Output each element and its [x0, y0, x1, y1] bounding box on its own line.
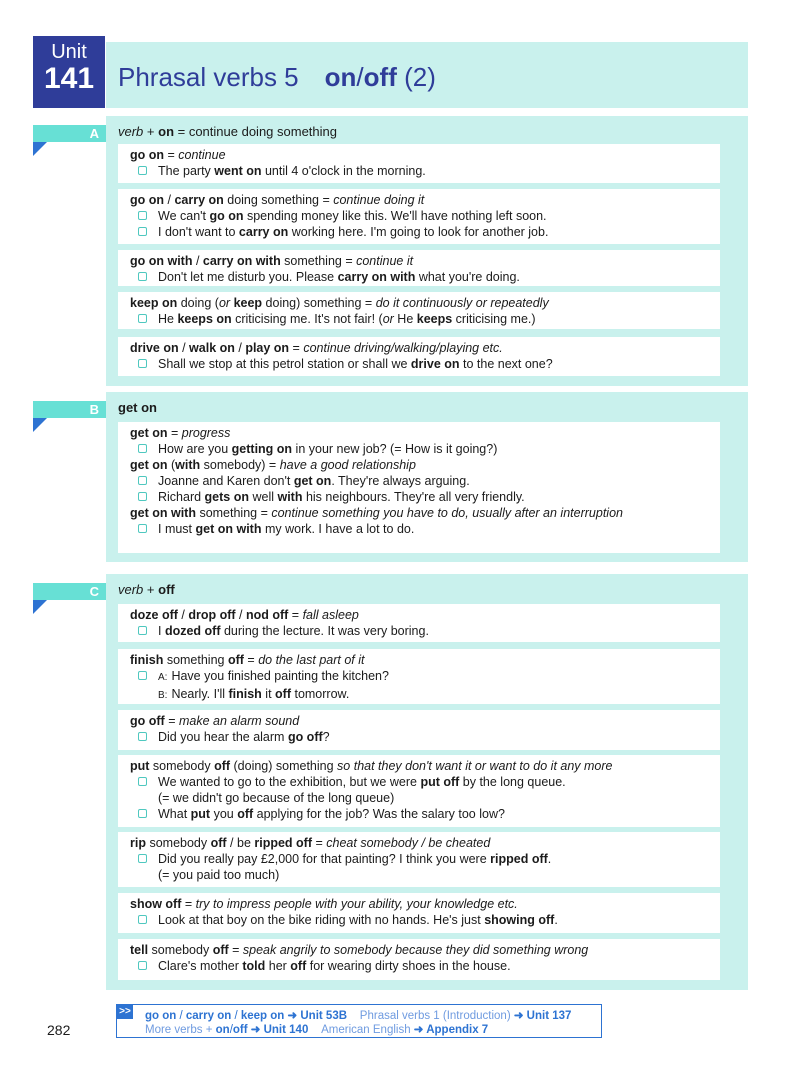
entry-box [118, 144, 720, 183]
title-on: on [324, 62, 357, 92]
definition-text: continue doing it [333, 193, 425, 207]
key-phrase: go on [130, 148, 165, 162]
speaker-label: A: [158, 672, 168, 683]
text-span: / be [226, 836, 255, 850]
text-span: applying for the job? Was the salary too low? [253, 807, 505, 821]
header-off: off [158, 582, 175, 597]
example-sentence [130, 623, 712, 639]
section-c-header [118, 582, 175, 597]
key-phrase: finish [130, 653, 164, 667]
header-plus: + [143, 124, 159, 139]
key-phrase: show off [130, 897, 182, 911]
definition-text: or [382, 312, 394, 326]
xref-link-appendix-7[interactable]: ➜ Appendix 7 [410, 1024, 489, 1036]
entry-heading [130, 896, 712, 912]
text-span: Joanne and Karen don't [158, 474, 294, 488]
key-phrase: gets on [204, 490, 249, 504]
text-span: Don't let me disturb you. Please [158, 270, 338, 284]
text-span: (= you paid too much) [158, 868, 280, 882]
xref-topic: Phrasal verbs 1 (Introduction) [359, 1010, 511, 1022]
example-sentence [130, 729, 712, 745]
example-sentence [130, 269, 712, 285]
example-bullet-icon [138, 444, 147, 453]
page-title [118, 62, 436, 93]
text-span: The party [158, 164, 215, 178]
definition-text: try to impress people with your ability, your knowledge etc. [195, 897, 518, 911]
entry-heading [130, 713, 712, 729]
entry-heading [130, 652, 712, 668]
xref-link-unit-53b[interactable]: ➜ Unit 53B [284, 1010, 348, 1022]
header-verb: verb [118, 124, 144, 139]
key-phrase: drive on [130, 341, 179, 355]
definition-text: continue [178, 148, 226, 162]
key-phrase: get on [130, 458, 168, 472]
text-span: / [234, 341, 246, 355]
text-span: somebody) = [200, 458, 280, 472]
key-phrase: go on [209, 209, 244, 223]
key-phrase: went on [214, 164, 262, 178]
example-sentence [130, 356, 712, 372]
text-span: = [181, 897, 196, 911]
text-span: until 4 o'clock in the morning. [261, 164, 426, 178]
xref-term: carry on [185, 1010, 232, 1022]
title-main: Phrasal verbs 5 [118, 62, 299, 92]
entry-heading [130, 607, 712, 623]
key-phrase: rip [130, 836, 146, 850]
text-span: her [265, 959, 291, 973]
definition-text: progress [181, 426, 231, 440]
key-phrase: off [237, 807, 254, 821]
text-span: somebody [145, 836, 211, 850]
key-phrase: ripped off [490, 852, 548, 866]
text-span: somebody [148, 943, 213, 957]
entry-heading [130, 425, 712, 441]
text-span: Did you really pay £2,000 for that painting? I think you were [158, 852, 491, 866]
definition-text: do it continuously or repeatedly [375, 296, 549, 310]
example-sentence [130, 473, 712, 489]
text-span: ? [322, 730, 330, 744]
section-tab-b-corner [33, 418, 47, 432]
text-span: criticising me.) [452, 312, 536, 326]
text-span: He [158, 312, 178, 326]
key-phrase: go off [130, 714, 165, 728]
definition-text: continue it [356, 254, 414, 268]
example-sentence [130, 686, 712, 704]
key-phrase: ripped off [254, 836, 313, 850]
example-bullet-icon [138, 915, 147, 924]
key-phrase: getting on [231, 442, 293, 456]
text-span: doing) something = [262, 296, 376, 310]
key-phrase: showing off [484, 913, 555, 927]
key-phrase: off [227, 653, 244, 667]
definition-text: or [218, 296, 231, 310]
entry-box [118, 755, 720, 827]
key-phrase: keeps [416, 312, 453, 326]
text-span: / [177, 608, 189, 622]
section-tab-a: A [33, 125, 106, 142]
entry-box [118, 189, 720, 244]
entry-heading [130, 835, 712, 851]
text-span: criticising me. It's not fair! ( [231, 312, 383, 326]
text-span: Did you hear the alarm [158, 730, 288, 744]
section-tab-a-corner [33, 142, 47, 156]
text-span: = [288, 608, 303, 622]
key-phrase: off [275, 687, 291, 701]
section-tab-b: B [33, 401, 106, 418]
key-phrase: off [212, 943, 229, 957]
key-phrase: carry on [238, 225, 289, 239]
text-span: ( [167, 458, 176, 472]
key-phrase: carry on with [202, 254, 281, 268]
entry-box [118, 893, 720, 933]
section-b-header: get on [118, 400, 157, 415]
text-span: something = [280, 254, 357, 268]
example-sentence [130, 489, 712, 505]
text-span: We can't [158, 209, 210, 223]
unit-label: Unit [51, 41, 87, 63]
key-phrase: put off [420, 775, 460, 789]
xref-link-unit-140[interactable]: ➜ Unit 140 [247, 1024, 309, 1036]
entry-box [118, 710, 720, 750]
text-span: during the lecture. It was very boring. [220, 624, 429, 638]
text-span: I [158, 624, 165, 638]
page-number: 282 [47, 1022, 71, 1038]
example-bullet-icon [138, 166, 147, 175]
title-band [106, 42, 748, 108]
key-phrase: finish [228, 687, 262, 701]
cross-reference-box [116, 1004, 602, 1038]
text-span: / [178, 341, 190, 355]
section-tab-c: C [33, 583, 106, 600]
example-sentence [130, 163, 712, 179]
text-span: He [393, 312, 417, 326]
text-span: you [210, 807, 238, 821]
entry-box [118, 832, 720, 887]
text-span: Richard [158, 490, 205, 504]
text-span: Look at that boy on the bike riding with no hands. He's just [158, 913, 485, 927]
text-span: well [249, 490, 278, 504]
text-span: / [192, 254, 203, 268]
text-span: How are you [158, 442, 232, 456]
text-span: = [243, 653, 259, 667]
example-sentence [130, 851, 712, 867]
xref-line-2 [145, 1022, 488, 1036]
header-on: on [158, 124, 175, 139]
text-span: Clare's mother [158, 959, 243, 973]
key-phrase: dozed off [164, 624, 221, 638]
example-bullet-icon [138, 314, 147, 323]
definition-text: so that they don't want it or want to do it any more [337, 759, 613, 773]
text-span: doing something = [223, 193, 334, 207]
double-arrow-icon: >> [117, 1005, 133, 1019]
text-span: what you're doing. [415, 270, 520, 284]
text-span: = [167, 426, 182, 440]
text-span: doing ( [177, 296, 219, 310]
key-phrase: nod off [245, 608, 289, 622]
text-span: by the long queue. [459, 775, 566, 789]
key-phrase: with [175, 458, 201, 472]
entry-heading [130, 942, 712, 958]
text-span: / [164, 193, 175, 207]
definition-text: speak angrily to somebody because they did something wrong [242, 943, 589, 957]
section-b [106, 392, 748, 562]
key-phrase: put [130, 759, 150, 773]
xref-topic: More verbs + [145, 1024, 216, 1036]
definition-text: have a good relationship [279, 458, 416, 472]
text-span: / [235, 608, 246, 622]
key-phrase: keep on [130, 296, 178, 310]
text-span: What [158, 807, 191, 821]
key-phrase: drop off [188, 608, 236, 622]
example-bullet-icon [138, 854, 147, 863]
example-sentence [130, 521, 712, 537]
text-span: I must [158, 522, 196, 536]
entry-heading [130, 457, 712, 473]
text-span: spending money like this. We'll have nothing left soon. [243, 209, 547, 223]
unit-badge [33, 36, 105, 108]
entry-box [118, 939, 720, 980]
key-phrase: with [277, 490, 303, 504]
key-phrase: keep [233, 296, 263, 310]
text-span: = [312, 836, 327, 850]
key-phrase: get on [130, 426, 168, 440]
xref-term: off [232, 1024, 248, 1036]
example-sentence [130, 668, 712, 686]
example-sentence [130, 224, 712, 240]
xref-sep: / [229, 1024, 233, 1036]
example-sentence [130, 311, 712, 327]
example-bullet-icon [138, 272, 147, 281]
title-suffix: (2) [404, 62, 436, 92]
text-span: for wearing dirty shoes in the house. [306, 959, 511, 973]
text-span: Shall we stop at this petrol station or shall we [158, 357, 411, 371]
text-span: something = [195, 506, 272, 520]
example-sentence [130, 208, 712, 224]
key-phrase: go off [287, 730, 323, 744]
example-bullet-icon [138, 626, 147, 635]
section-a-header [118, 124, 337, 139]
text-span: (doing) something [230, 759, 338, 773]
header-plus: + [143, 582, 159, 597]
text-span: to the next one? [459, 357, 553, 371]
text-span: something [163, 653, 228, 667]
key-phrase: tell [130, 943, 149, 957]
text-span: We wanted to go to the exhibition, but we were [158, 775, 421, 789]
text-span: my work. I have a lot to do. [261, 522, 415, 536]
text-span: Nearly. I'll [171, 687, 229, 701]
text-span: (= we didn't go because of the long queue) [158, 791, 395, 805]
section-c [106, 574, 748, 990]
text-span: = [164, 148, 179, 162]
entry-box [118, 649, 720, 704]
text-span: it [261, 687, 276, 701]
key-phrase: put [190, 807, 211, 821]
example-sentence [130, 774, 712, 790]
example-bullet-icon [138, 524, 147, 533]
entry-box [118, 250, 720, 286]
xref-sep: / [176, 1010, 186, 1022]
section-tab-c-corner [33, 600, 47, 614]
section-a [106, 116, 748, 386]
xref-topic: American English [321, 1024, 411, 1036]
key-phrase: go on with [130, 254, 193, 268]
example-bullet-icon [138, 961, 147, 970]
example-bullet-icon [138, 671, 147, 680]
text-span: . [547, 852, 552, 866]
example-sentence [130, 441, 712, 457]
example-bullet-icon [138, 476, 147, 485]
example-sentence [130, 806, 712, 822]
entry-heading [130, 192, 712, 208]
text-span: . They're always arguing. [331, 474, 470, 488]
header-definition: = continue doing something [174, 124, 337, 139]
text-span: his neighbours. They're all very friendly. [302, 490, 525, 504]
key-phrase: walk on [189, 341, 235, 355]
example-sentence [130, 790, 712, 806]
text-span: I don't want to [158, 225, 239, 239]
key-phrase: doze off [130, 608, 178, 622]
definition-text: cheat somebody / be cheated [326, 836, 491, 850]
key-phrase: off [210, 836, 227, 850]
example-bullet-icon [138, 777, 147, 786]
key-phrase: carry on with [337, 270, 416, 284]
example-bullet-icon [138, 732, 147, 741]
key-phrase: go on [130, 193, 165, 207]
example-sentence [130, 912, 712, 928]
key-phrase: keeps on [177, 312, 232, 326]
text-span: in your new job? (= How is it going?) [292, 442, 498, 456]
text-span: somebody [149, 759, 215, 773]
example-bullet-icon [138, 492, 147, 501]
definition-text: fall asleep [302, 608, 359, 622]
xref-term: on [215, 1024, 230, 1036]
example-bullet-icon [138, 227, 147, 236]
key-phrase: off [290, 959, 307, 973]
entry-box [118, 604, 720, 642]
entry-box [118, 337, 720, 376]
title-off: off [363, 62, 397, 92]
entry-heading [130, 505, 712, 521]
key-phrase: drive on [410, 357, 460, 371]
definition-text: continue something you have to do, usually after an interruption [271, 506, 623, 520]
entry-heading [130, 147, 712, 163]
xref-sep: / [231, 1010, 241, 1022]
example-sentence [130, 867, 712, 883]
text-span: . [554, 913, 558, 927]
xref-term: keep on [240, 1010, 285, 1022]
entry-heading [130, 340, 712, 356]
text-span: Have you finished painting the kitchen? [171, 669, 389, 683]
header-verb: verb [118, 582, 144, 597]
text-span: working here. I'm going to look for another job. [288, 225, 549, 239]
example-bullet-icon [138, 211, 147, 220]
key-phrase: off [214, 759, 231, 773]
entry-heading [130, 295, 712, 311]
key-phrase: get on [293, 474, 332, 488]
text-span: = [289, 341, 304, 355]
definition-text: make an alarm sound [178, 714, 300, 728]
example-bullet-icon [138, 359, 147, 368]
key-phrase: get on with [130, 506, 196, 520]
entry-box [118, 422, 720, 553]
xref-term: go on [145, 1010, 177, 1022]
title-slash: / [356, 62, 364, 92]
example-bullet-icon [138, 809, 147, 818]
example-sentence [130, 958, 712, 974]
entry-heading [130, 758, 712, 774]
key-phrase: play on [245, 341, 290, 355]
entry-box [118, 292, 720, 329]
entry-heading [130, 253, 712, 269]
unit-number: 141 [43, 62, 95, 95]
text-span: tomorrow. [291, 687, 350, 701]
key-phrase: told [242, 959, 266, 973]
text-span: = [228, 943, 243, 957]
definition-text: continue driving/walking/playing etc. [303, 341, 503, 355]
key-phrase: carry on [174, 193, 224, 207]
definition-text: do the last part of it [258, 653, 365, 667]
speaker-label: B: [158, 690, 168, 701]
xref-link-unit-137[interactable]: ➜ Unit 137 [510, 1010, 572, 1022]
key-phrase: get on with [195, 522, 262, 536]
xref-line-1 [145, 1008, 571, 1022]
text-span: = [164, 714, 179, 728]
